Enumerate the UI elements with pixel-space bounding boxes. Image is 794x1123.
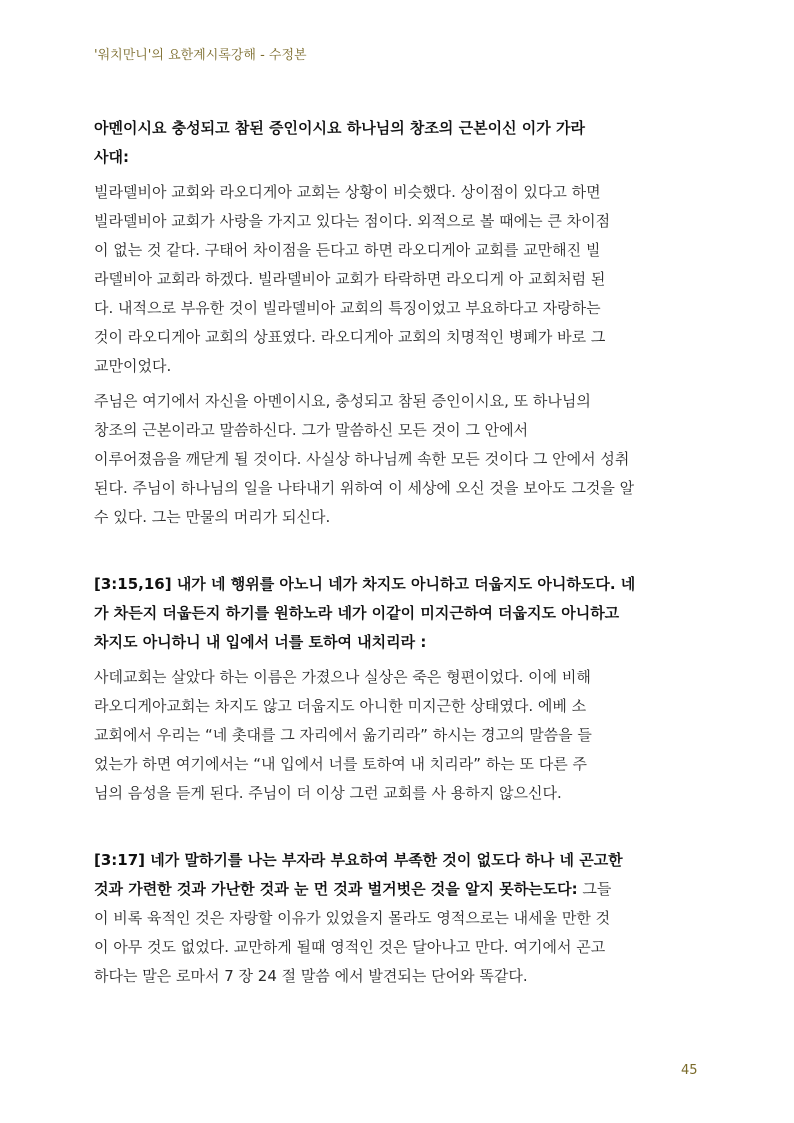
heading-line: 차지도 아니하니 내 입에서 너를 토하여 내치리라 : [94, 633, 427, 651]
heading-line: [3:15,16] 내가 네 행위를 아노니 네가 차지도 아니하고 더웁지도 아니하도다. 네 [94, 575, 636, 593]
paragraph-line: 다. 내적으로 부유한 것이 빌라델비아 교회의 특징이었고 부요하다고 자랑하는 [94, 299, 601, 317]
paragraph-line: 이루어졌음을 깨닫게 될 것이다. 사실상 하나님께 속한 모든 것이다 그 안에서 성취 [94, 450, 630, 468]
page-content [94, 114, 704, 991]
paragraph-line: 교만이었다. [94, 357, 172, 375]
heading-line: 사대: [94, 148, 129, 166]
verse-with-commentary [94, 846, 704, 991]
heading-line [94, 846, 704, 875]
verse-heading [94, 570, 704, 657]
paragraph-line: 빌라델비아 교회와 라오디게아 교회는 상황이 비슷했다. 상이점이 있다고 하면 [94, 183, 601, 201]
paragraph-line: 라델비아 교회라 하겠다. 빌라델비아 교회가 타락하면 라오디게 아 교회처럼 된 [94, 270, 606, 288]
paragraph-line: 하다는 말은 로마서 7 장 24 절 말씀 에서 발견되는 단어와 똑같다. [94, 967, 528, 985]
paragraph-line: 수 있다. 그는 만물의 머리가 되신다. [94, 508, 331, 526]
heading-line [94, 875, 704, 904]
paragraph-line: 사데교회는 살았다 하는 이름은 가졌으나 실상은 죽은 형편이었다. 이에 비해 [94, 668, 591, 686]
paragraph-line: 이 아무 것도 없었다. 교만하게 될때 영적인 것은 달아나고 만다. 여기에서 곤고 [94, 938, 606, 956]
running-header: '워치만니'의 요한계시록강해 - 수정본 [94, 48, 307, 63]
verse-heading [94, 114, 704, 172]
page-number: 45 [681, 1063, 698, 1078]
paragraph-line: 빌라델비아 교회가 사랑을 가지고 있다는 점이다. 외적으로 볼 때에는 큰 차이점 [94, 212, 611, 230]
paragraph-line: 창조의 근본이라고 말씀하신다. 그가 말씀하신 모든 것이 그 안에서 [94, 421, 529, 439]
paragraph [94, 387, 704, 532]
commentary-text: 그들 [577, 880, 612, 898]
paragraph-line: 님의 음성을 듣게 된다. 주님이 더 이상 그런 교회를 사 용하지 않으신다. [94, 784, 562, 802]
section-gap [94, 538, 704, 570]
paragraph-line: 것이 라오디게아 교회의 상표였다. 라오디게아 교회의 치명적인 병폐가 바로 그 [94, 328, 606, 346]
paragraph [94, 663, 704, 808]
paragraph-line: 라오디게아교회는 차지도 않고 더웁지도 아니한 미지근한 상태였다. 에베 소 [94, 697, 587, 715]
heading-line: 가 차든지 더웁든지 하기를 원하노라 네가 이같이 미지근하여 더웁지도 아니하고 [94, 604, 620, 622]
paragraph-line: 이 비록 육적인 것은 자랑할 이유가 있었을지 몰라도 영적으로는 내세울 만한 것 [94, 909, 611, 927]
paragraph-line: 된다. 주님이 하나님의 일을 나타내기 위하여 이 세상에 오신 것을 보아도 그것을 알 [94, 479, 635, 497]
heading-text: 것과 가련한 것과 가난한 것과 눈 먼 것과 벌거벗은 것을 알지 못하는도다: [94, 880, 578, 898]
paragraph-line: 교회에서 우리는 “네 촛대를 그 자리에서 옮기리라” 하시는 경고의 말씀을 들 [94, 726, 592, 744]
section-gap [94, 814, 704, 846]
heading-line: 아멘이시요 충성되고 참된 증인이시요 하나님의 창조의 근본이신 이가 가라 [94, 119, 585, 137]
paragraph-line: 었는가 하면 여기에서는 “내 입에서 너를 토하여 내 치리라” 하는 또 다른 주 [94, 755, 587, 773]
heading-text: [3:17] 네가 말하기를 나는 부자라 부요하여 부족한 것이 없도다 하나 네 곤고한 [94, 851, 623, 869]
paragraph-line: 이 없는 것 같다. 구태어 차이점을 든다고 하면 라오디게아 교회를 교만해진 빌 [94, 241, 601, 259]
paragraph [94, 178, 704, 381]
paragraph-line: 주님은 여기에서 자신을 아멘이시요, 충성되고 참된 증인이시요, 또 하나님의 [94, 392, 591, 410]
